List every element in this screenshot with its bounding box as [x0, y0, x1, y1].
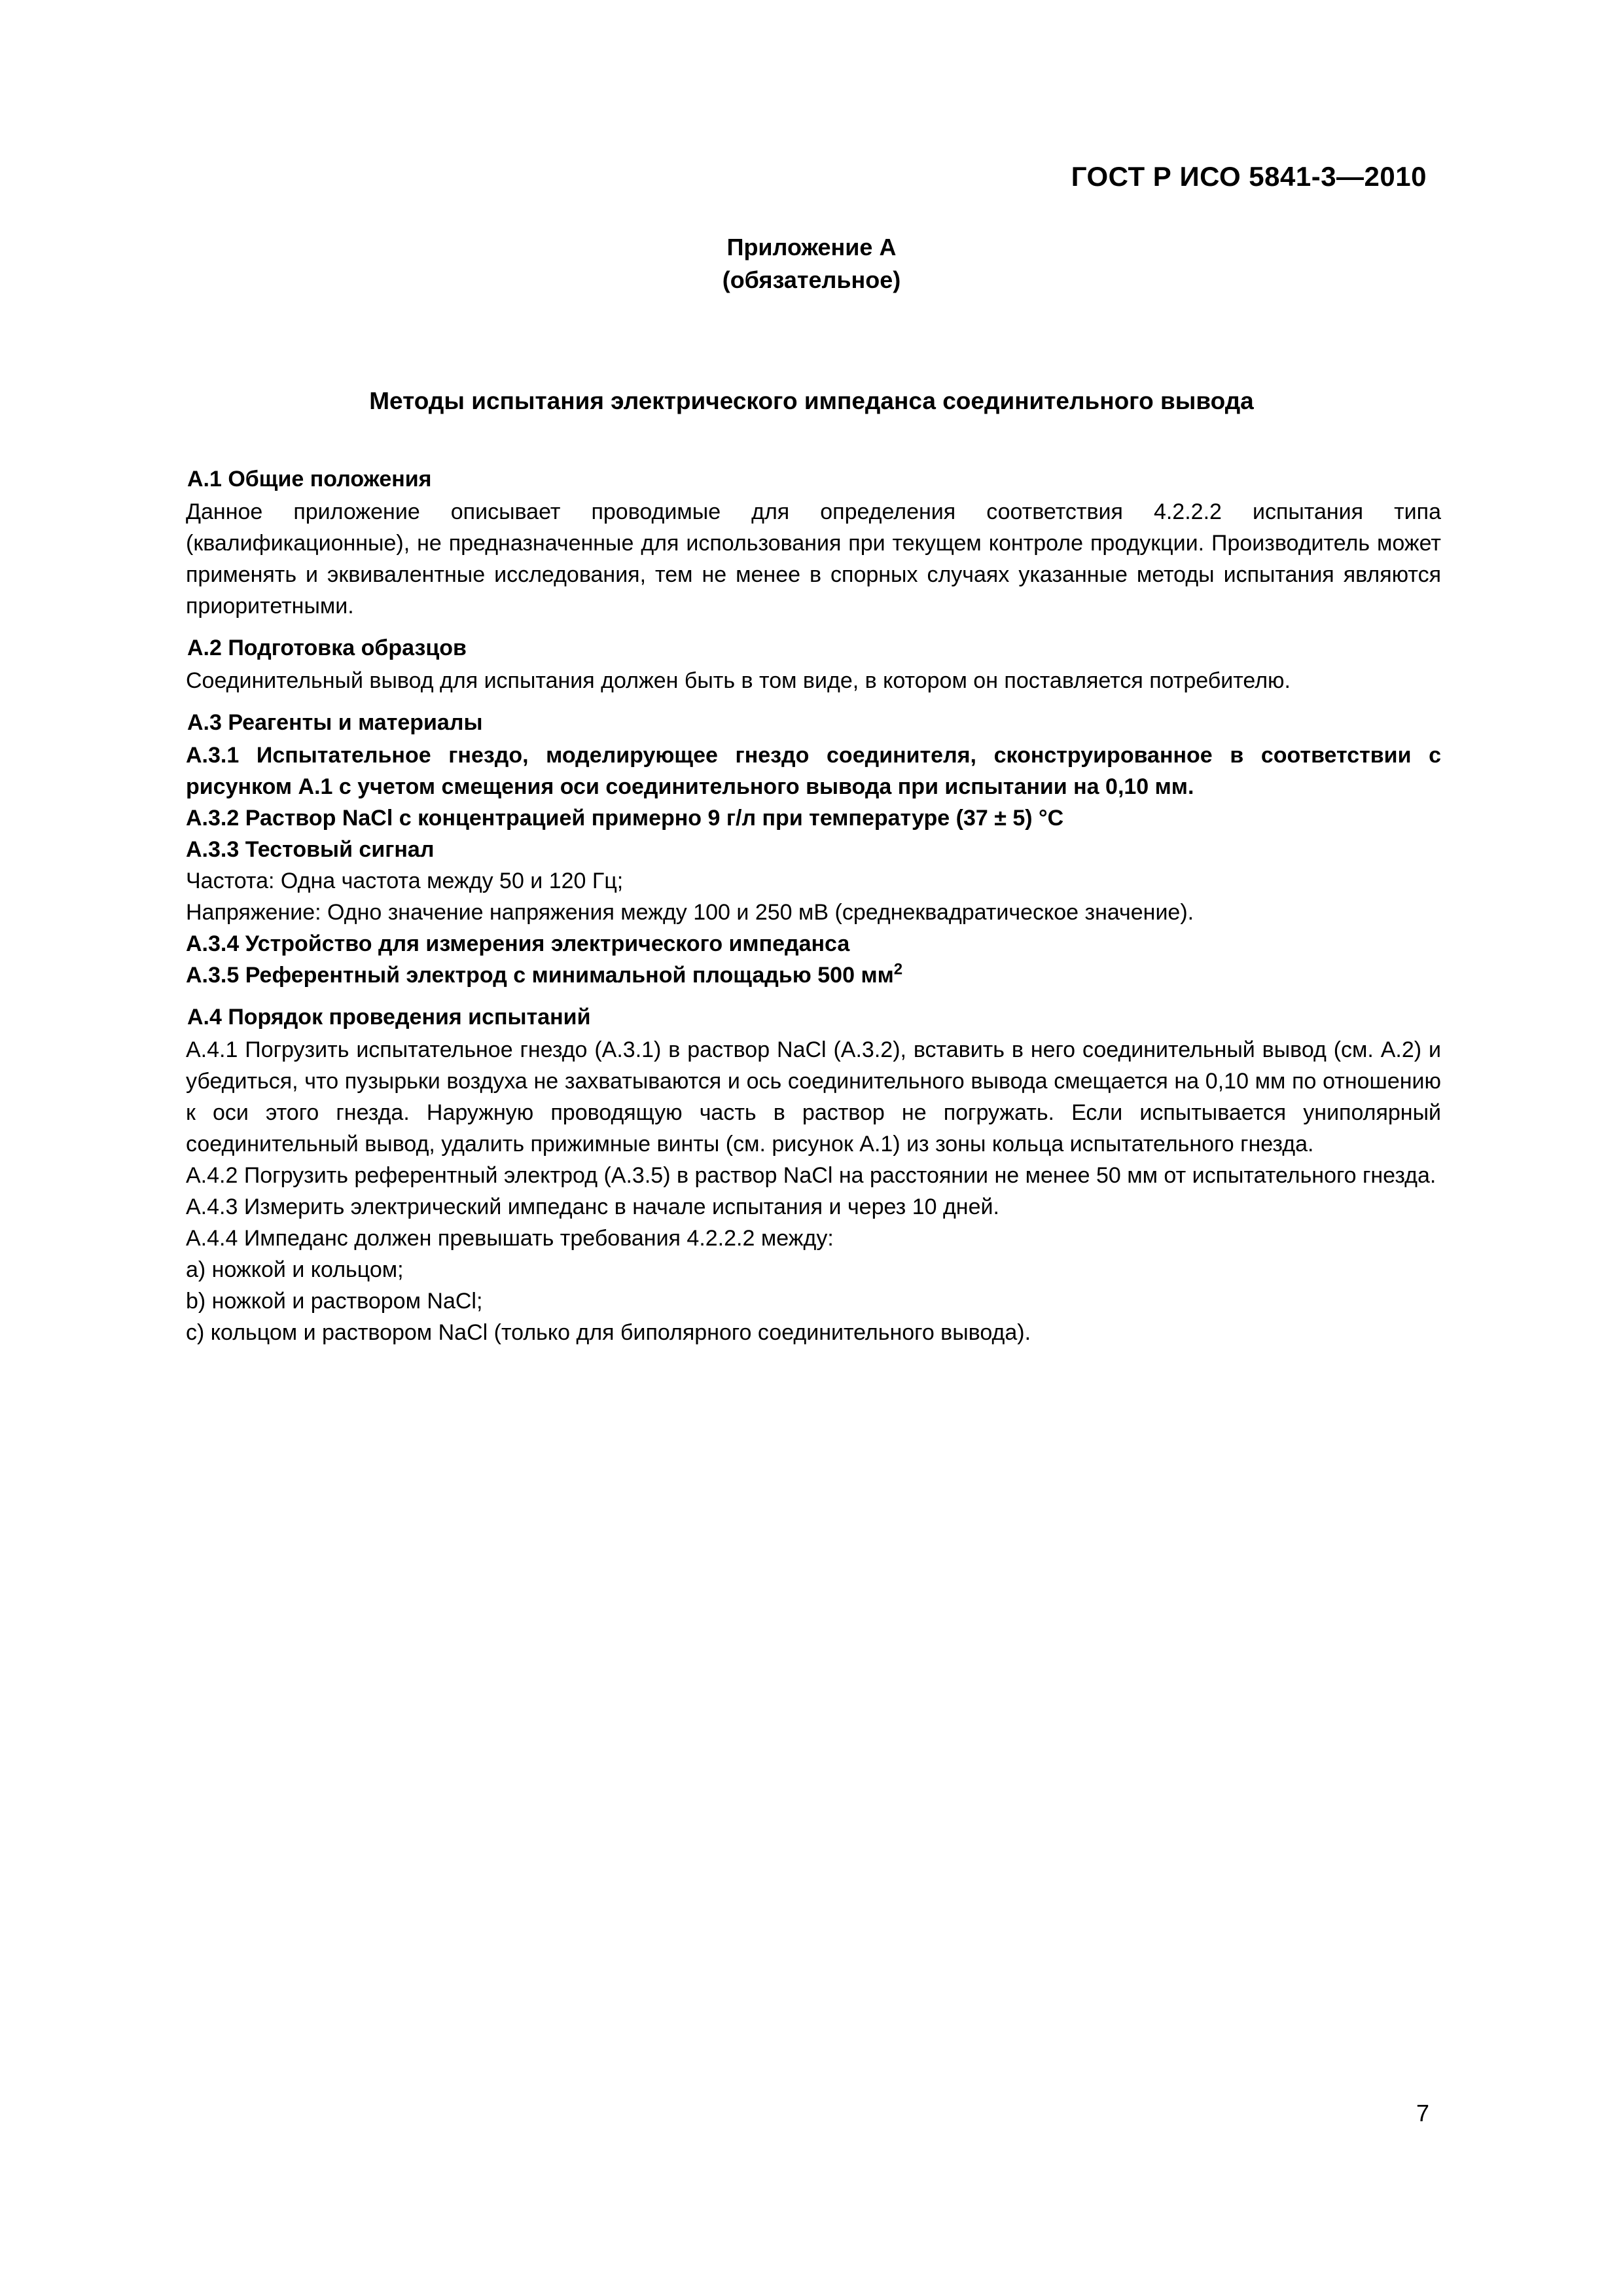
list-item: с) кольцом и раствором NaCl (только для биполярного соединительного вывода).: [186, 1320, 1031, 1345]
section-heading-a2: А.2 Подготовка образцов: [187, 636, 467, 660]
clause-a42: А.4.2 Погрузить референтный электрод (А.3.5) в раствор NaCl на расстоянии не менее 50 мм от испытательного гнезда.: [186, 1163, 1436, 1188]
test-signal-frequency: Частота: Одна частота между 50 и 120 Гц;: [186, 869, 624, 893]
clause-a34: А.3.4 Устройство для измерения электрического импеданса: [186, 931, 850, 956]
clause-a35-text: А.3.5 Референтный электрод с минимальной площадью 500 мм: [186, 963, 894, 988]
annex-title: Методы испытания электрического импеданса соединительного вывода: [369, 387, 1254, 414]
section-heading-a4: А.4 Порядок проведения испытаний: [187, 1005, 591, 1030]
page-number: 7: [1416, 2100, 1429, 2126]
section-text-a2: Соединительный вывод для испытания должен быть в том виде, в котором он поставляется потребителю.: [186, 668, 1291, 693]
list-item: а) ножкой и кольцом;: [186, 1257, 404, 1282]
clause-a43: А.4.3 Измерить электрический импеданс в начале испытания и через 10 дней.: [186, 1194, 999, 1219]
clause-a41: А.4.1 Погрузить испытательное гнездо (А.3.1) в раствор NaCl (А.3.2), вставить в него соединительный вывод (см. А.2) и убедиться, что пузырьки воздуха не захватываются и ось соединительного вывода смещается на 0,10 мм по отношению к оси этого гнезда. Наружную проводящую часть в раствор не погружать. Если испытывается униполярный соединительный вывод, удалить прижимные винты (см. рисунок А.1) из зоны кольца испытательного гнезда.: [186, 1037, 1441, 1157]
clause-a33: А.3.3 Тестовый сигнал: [186, 837, 435, 862]
annex-status: (обязательное): [722, 266, 901, 293]
test-signal-voltage: Напряжение: Одно значение напряжения между 100 и 250 мВ (среднеквадратическое значение).: [186, 900, 1194, 925]
clause-a35-superscript: 2: [893, 960, 903, 978]
annex-label: Приложение А: [726, 234, 897, 260]
section-text-a1-content: Данное приложение описывает проводимые для определения соответствия 4.2.2.2 испытания типа (квалификационные), не предназначенные для использования при текущем контроле продукции. Производитель может применять и эквивалентные исследования, тем не менее в спорных случаях указанные методы испытания являются приоритетными.: [186, 499, 1441, 619]
clause-a35: [186, 960, 1441, 991]
list-item: b) ножкой и раствором NaCl;: [186, 1289, 483, 1314]
clause-a32: А.3.2 Раствор NaCl с концентрацией примерно 9 г/л при температуре (37 ± 5) °С: [186, 806, 1064, 831]
clause-a44: А.4.4 Импеданс должен превышать требования 4.2.2.2 между:: [186, 1226, 834, 1251]
annex-body: [186, 462, 1441, 1348]
document-code: ГОСТ Р ИСО 5841-3—2010: [1071, 161, 1427, 192]
section-heading-a1: А.1 Общие положения: [187, 467, 432, 492]
clause-a31: А.3.1 Испытательное гнездо, моделирующее гнездо соединителя, сконструированное в соответствии с рисунком А.1 с учетом смещения оси соединительного вывода при испытании на 0,10 мм.: [186, 743, 1441, 799]
section-heading-a3: А.3 Реагенты и материалы: [187, 710, 483, 735]
section-text-a1: [186, 496, 1441, 622]
